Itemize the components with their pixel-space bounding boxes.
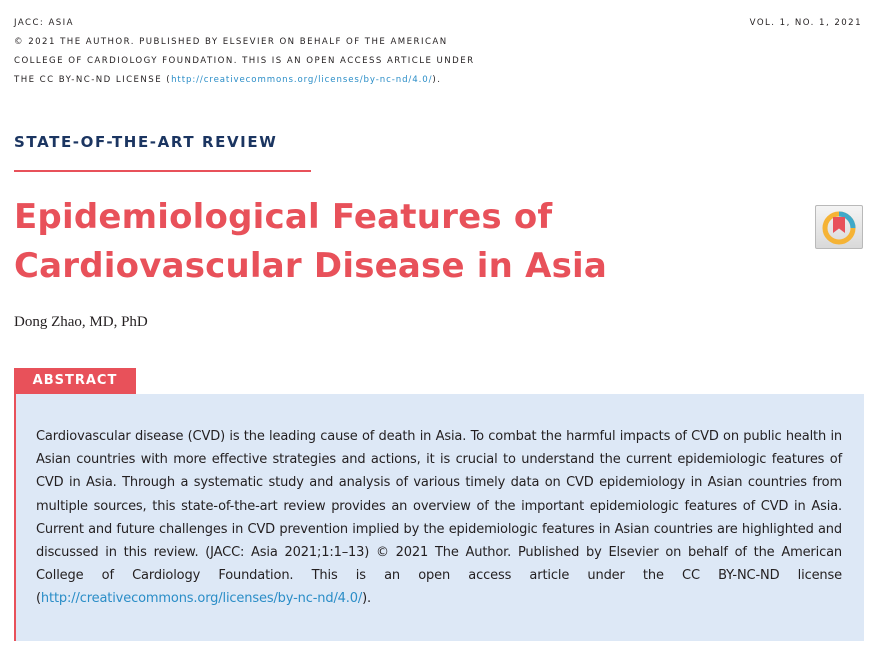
author-byline: Dong Zhao, MD, PhD xyxy=(14,314,148,330)
license-prefix: THE CC BY-NC-ND LICENSE ( xyxy=(14,75,172,85)
journal-name: JACC: ASIA xyxy=(14,18,74,28)
abstract-box xyxy=(14,394,864,641)
abstract-label: ABSTRACT xyxy=(14,368,136,394)
license-line-1: © 2021 THE AUTHOR. PUBLISHED BY ELSEVIER ON BEHALF OF THE AMERICAN xyxy=(14,37,448,47)
abstract-text xyxy=(36,425,842,611)
article-title xyxy=(14,193,607,291)
volume-info: VOL. 1, NO. 1, 2021 xyxy=(749,18,862,28)
license-suffix: ). xyxy=(432,75,442,85)
crossmark-icon[interactable] xyxy=(815,205,863,249)
abstract-body: Cardiovascular disease (CVD) is the leading cause of death in Asia. To combat the harmful impacts of CVD on public health in Asian countries with more effective strategies and actions, it is crucial to understand the current epidemiologic features of CVD in Asia. Through a systematic study and analysis of various timely data on CVD epidemiology in Asian countries from multiple sources, this state-of-the-art review provides an overview of the important epidemiologic features of CVD in Asia. Current and future challenges in CVD prevention implied by the epidemiologic features in Asian countries are highlighted and discussed in this review. (JACC: Asia 2021;1:1–13) © 2021 The Author. Published by Elsevier on behalf of the American College of Cardiology Foundation. This is an open access article under the CC BY-NC-ND license ( xyxy=(36,429,842,607)
journal-header xyxy=(14,14,574,90)
license-link[interactable]: http://creativecommons.org/licenses/by-nc-nd/4.0/ xyxy=(171,75,433,85)
article-type-label: STATE-OF-THE-ART REVIEW xyxy=(14,133,278,151)
license-line-2: COLLEGE OF CARDIOLOGY FOUNDATION. THIS IS AN OPEN ACCESS ARTICLE UNDER xyxy=(14,56,475,66)
abstract-license-link[interactable]: http://creativecommons.org/licenses/by-nc-nd/4.0/ xyxy=(40,591,363,607)
title-line-2: Cardiovascular Disease in Asia xyxy=(14,246,608,286)
license-line-3 xyxy=(14,71,574,90)
section-divider xyxy=(14,170,311,172)
title-line-1: Epidemiological Features of xyxy=(14,197,553,237)
abstract-end: ). xyxy=(362,591,372,607)
